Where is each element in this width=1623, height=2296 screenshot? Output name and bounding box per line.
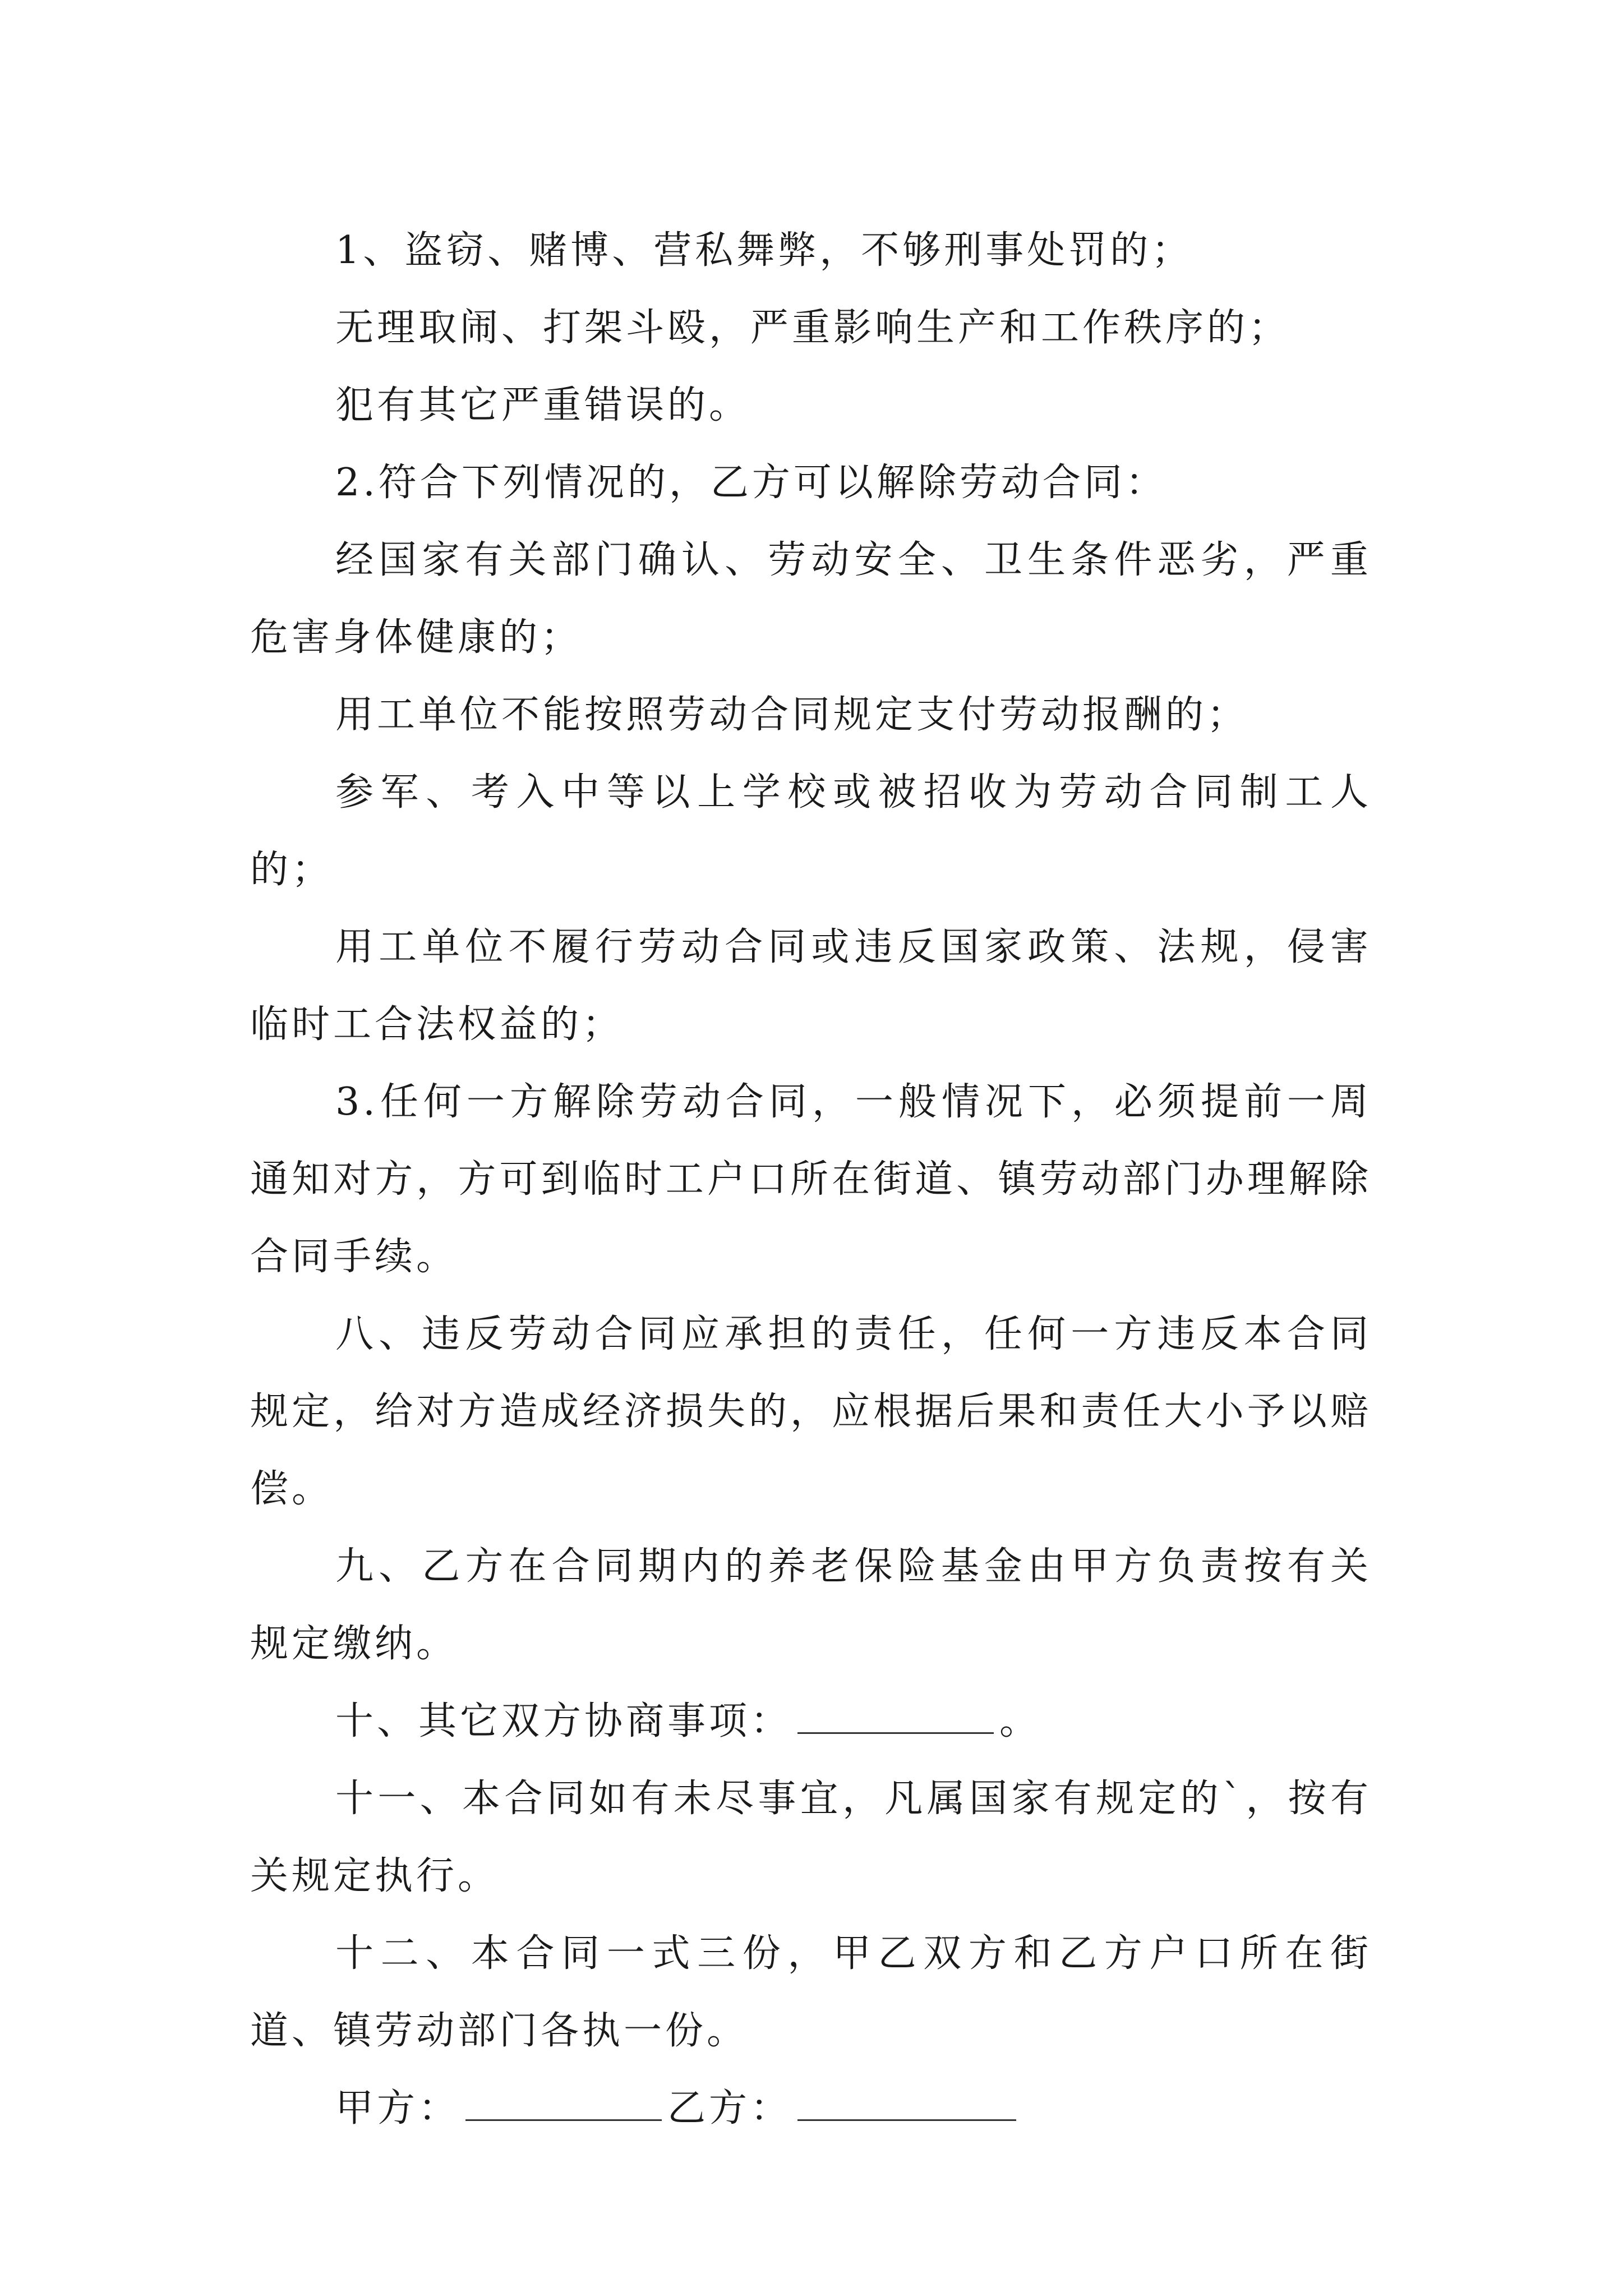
clause-paragraph: 参军、考入中等以上学校或被招收为劳动合同制工人的； <box>250 770 1372 892</box>
party-b-label: 乙方： <box>667 2086 792 2131</box>
clause-paragraph: 1、盗窃、赌博、营私舞弊，不够刑事处罚的； <box>335 228 1193 273</box>
party-a-label: 甲方： <box>335 2086 460 2131</box>
clause-paragraph: 2.符合下列情况的，乙方可以解除劳动合同： <box>335 461 1167 505</box>
clause-paragraph: 用工单位不能按照劳动合同规定支付劳动报酬的； <box>335 693 1249 737</box>
clause-paragraph: 3.任何一方解除劳动合同，一般情况下，必须提前一周通知对方，方可到临时工户口所在街道、镇劳动部门办理解除合同手续。 <box>250 1080 1372 1279</box>
clause-paragraph: 九、乙方在合同期内的养老保险基金由甲方负责按有关规定缴纳。 <box>250 1544 1372 1666</box>
clause-paragraph: 十二、本合同一式三份，甲乙双方和乙方户口所在街道、镇劳动部门各执一份。 <box>250 1931 1372 2053</box>
clause-paragraph: 十一、本合同如有未尽事宜，凡属国家有规定的`，按有关规定执行。 <box>250 1777 1372 1898</box>
signature-line <box>250 2070 1372 2147</box>
party-a-signature-blank[interactable] <box>465 2088 662 2121</box>
item10-suffix: 。 <box>999 1699 1041 1743</box>
document-body <box>250 212 1372 2147</box>
clause-item-10 <box>250 1683 1372 1760</box>
item10-prefix: 十、其它双方协商事项： <box>335 1699 792 1743</box>
clause-paragraph: 用工单位不履行劳动合同或违反国家政策、法规，侵害临时工合法权益的； <box>250 925 1372 1047</box>
negotiated-matters-blank[interactable] <box>797 1701 994 1734</box>
clause-paragraph: 八、违反劳动合同应承担的责任，任何一方违反本合同规定，给对方造成经济损失的，应根据后果和责任大小予以赔偿。 <box>250 1312 1372 1511</box>
clause-paragraph: 经国家有关部门确认、劳动安全、卫生条件恶劣，严重危害身体健康的； <box>250 538 1372 660</box>
clause-paragraph: 犯有其它严重错误的。 <box>335 383 751 427</box>
party-b-signature-blank[interactable] <box>797 2088 1016 2121</box>
clause-paragraph: 无理取闹、打架斗殴，严重影响生产和工作秩序的； <box>335 306 1290 350</box>
